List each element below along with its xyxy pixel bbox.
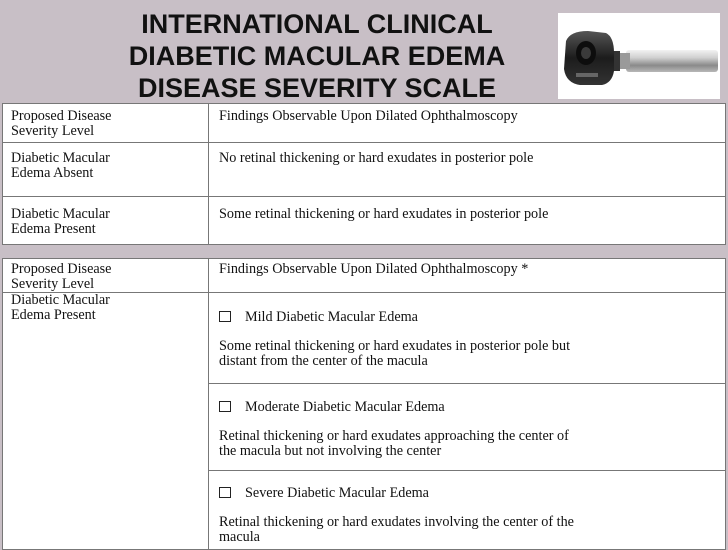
table2-left xyxy=(11,293,110,323)
table2-header-left-line2: Severity Level xyxy=(11,276,95,292)
table1-row2-left-line2: Edema Present xyxy=(11,221,96,237)
moderate-checkbox-icon xyxy=(219,401,231,412)
table2-header-left xyxy=(11,262,111,292)
table1-header-left xyxy=(11,109,111,139)
ophthalmoscope-image xyxy=(558,13,720,99)
table1-row1-left-line2: Edema Absent xyxy=(11,165,94,181)
moderate-dme-label: Moderate Diabetic Macular Edema xyxy=(245,399,445,415)
ophthalmoscope-icon xyxy=(558,13,720,99)
moderate-dme-description xyxy=(219,429,569,459)
table1-row1-right: No retinal thickening or hard exudates in posterior pole xyxy=(219,150,534,166)
table1-header-right: Findings Observable Upon Dilated Ophthalmoscopy xyxy=(219,108,518,124)
table1-row1-left-line1: Diabetic Macular xyxy=(11,150,110,166)
table1-header-left-line1: Proposed Disease xyxy=(11,108,112,124)
table2-left-line2: Edema Present xyxy=(11,307,96,323)
mild-desc-line2: distant from the center of the macula xyxy=(219,353,428,369)
moderate-dme-title xyxy=(219,400,445,415)
severe-desc-line2: macula xyxy=(219,529,260,545)
moderate-desc-line1: Retinal thickening or hard exudates approaching the center of xyxy=(219,428,569,444)
slide-title xyxy=(112,8,522,104)
mild-dme-description xyxy=(219,339,570,369)
table2-header-right: Findings Observable Upon Dilated Ophthalmoscopy * xyxy=(219,261,529,277)
table2-header-left-line1: Proposed Disease xyxy=(11,261,112,277)
table1-row2-right: Some retinal thickening or hard exudates in posterior pole xyxy=(219,206,549,222)
title-line-2: DIABETIC MACULAR EDEMA xyxy=(128,41,506,71)
moderate-desc-line2: the macula but not involving the center xyxy=(219,443,442,459)
severe-dme-description xyxy=(219,515,574,545)
severity-table-2 xyxy=(2,258,726,550)
mild-dme-title xyxy=(219,310,418,325)
severe-dme-label: Severe Diabetic Macular Edema xyxy=(245,485,429,501)
table1-row2-left-line1: Diabetic Macular xyxy=(11,206,110,222)
mild-dme-label: Mild Diabetic Macular Edema xyxy=(245,309,418,325)
table2-left-line1: Diabetic Macular xyxy=(11,292,110,308)
severity-table-1 xyxy=(2,103,726,245)
mild-checkbox-icon xyxy=(219,311,231,322)
title-line-1: INTERNATIONAL CLINICAL xyxy=(141,9,493,39)
table1-row2-left xyxy=(11,207,110,237)
title-line-3: DISEASE SEVERITY SCALE xyxy=(137,73,497,103)
table1-row1-left xyxy=(11,151,110,181)
severe-dme-title xyxy=(219,486,429,501)
severe-desc-line1: Retinal thickening or hard exudates involving the center of the xyxy=(219,514,574,530)
mild-desc-line1: Some retinal thickening or hard exudates in posterior pole but xyxy=(219,338,571,354)
severe-checkbox-icon xyxy=(219,487,231,498)
table1-header-left-line2: Severity Level xyxy=(11,123,95,139)
